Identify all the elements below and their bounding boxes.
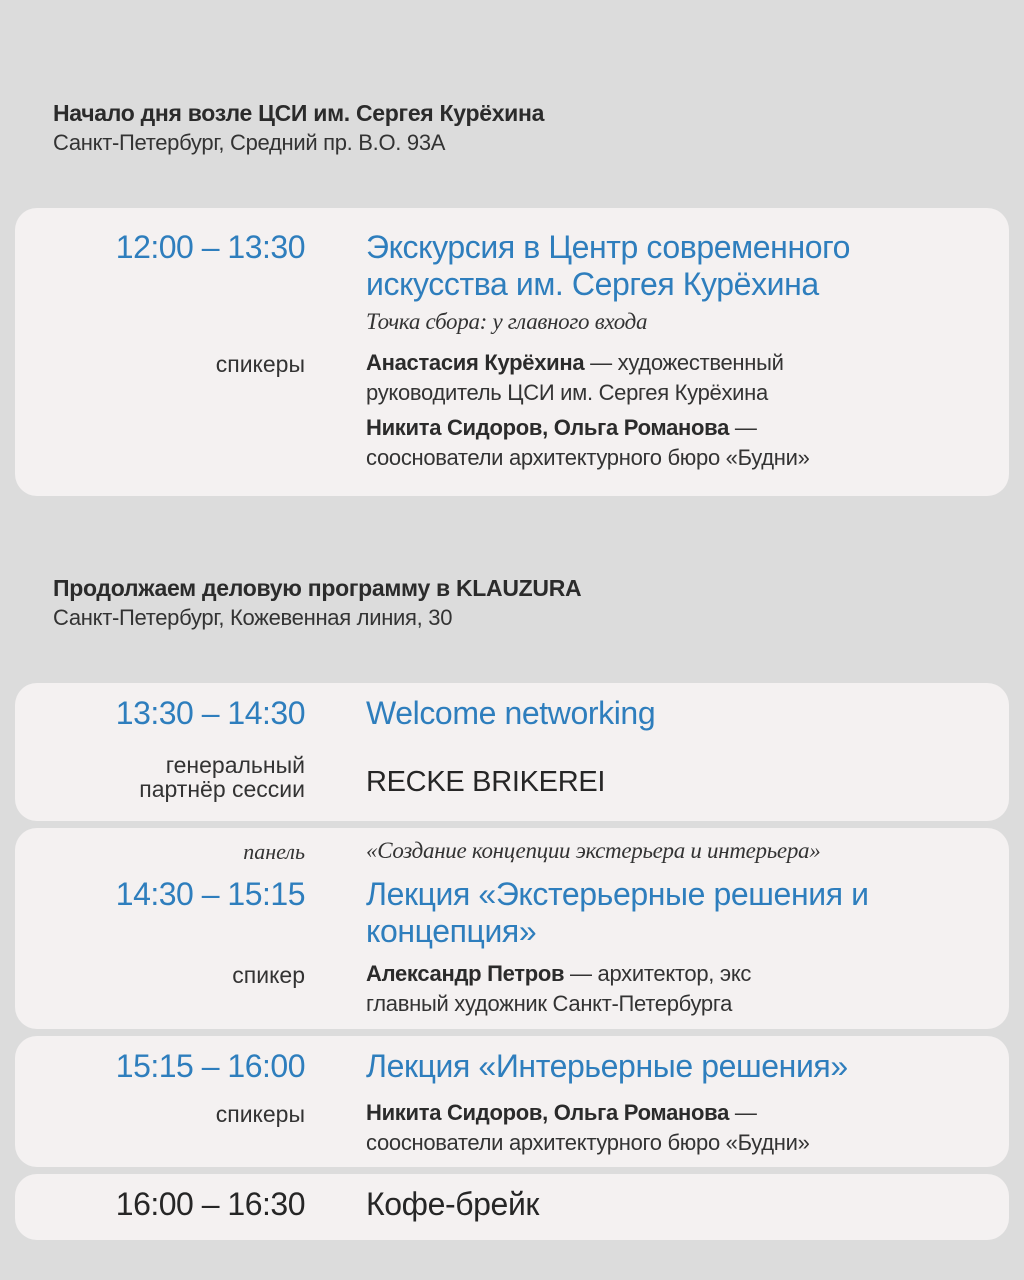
speaker-entry xyxy=(366,413,886,473)
event-time: 12:00 – 13:30 xyxy=(115,229,305,265)
speakers-label: спикеры xyxy=(215,1101,305,1127)
event-title: Лекция «Экстерьерные решения и концепция» xyxy=(366,876,869,949)
speaker-name: Никита Сидоров, Ольга Романова xyxy=(366,415,730,440)
event-title: Лекция «Интерьерные решения» xyxy=(366,1048,848,1084)
speaker-name: Анастасия Курёхина xyxy=(366,350,585,375)
event-title: Кофе-брейк xyxy=(366,1186,540,1222)
venue-name: Начало дня возле ЦСИ им. Сергея Курёхина xyxy=(53,100,545,126)
speaker-entry xyxy=(366,1098,886,1158)
speaker-entry xyxy=(366,959,836,1019)
venue-header-1 xyxy=(53,98,544,158)
speaker-label: спикер xyxy=(232,962,305,988)
event-card-networking xyxy=(15,683,1009,821)
event-title: Welcome networking xyxy=(366,695,656,731)
meeting-point: Точка сбора: у главного входа xyxy=(366,309,648,334)
event-time: 13:30 – 14:30 xyxy=(115,695,305,731)
speaker-role: — архитектор, экс главный художник Санкт-Петербурга xyxy=(366,961,752,1016)
event-time: 15:15 – 16:00 xyxy=(115,1048,305,1084)
speaker-role: — художественный руководитель ЦСИ им. Сергея Курёхина xyxy=(366,350,784,405)
venue-address: Санкт-Петербург, Средний пр. В.О. 93А xyxy=(53,130,446,155)
speaker-role: — сооснователи архитектурного бюро «Будни» xyxy=(366,1100,810,1155)
partner-label: генеральный партнёр сессии xyxy=(139,752,305,802)
panel-title: «Создание концепции экстерьера и интерьера» xyxy=(366,838,821,863)
venue-header-2 xyxy=(53,573,581,633)
venue-address: Санкт-Петербург, Кожевенная линия, 30 xyxy=(53,605,453,630)
venue-name: Продолжаем деловую программу в KLAUZURA xyxy=(53,575,582,601)
speakers-label: спикеры xyxy=(215,351,305,377)
event-card-interior-lecture xyxy=(15,1036,1009,1167)
speaker-entry xyxy=(366,348,866,408)
event-card-exterior-lecture xyxy=(15,828,1009,1029)
event-card-coffee-break xyxy=(15,1174,1009,1240)
panel-label: панель xyxy=(243,839,305,864)
speaker-name: Александр Петров xyxy=(366,961,565,986)
event-time: 16:00 – 16:30 xyxy=(115,1186,305,1222)
speaker-name: Никита Сидоров, Ольга Романова xyxy=(366,1100,730,1125)
speaker-role: — сооснователи архитектурного бюро «Будни» xyxy=(366,415,810,470)
event-card-excursion xyxy=(15,208,1009,496)
event-time: 14:30 – 15:15 xyxy=(115,876,305,912)
partner-name: RECKE BRIKEREI xyxy=(366,766,606,798)
event-title: Экскурсия в Центр современного искусства им. Сергея Курёхина xyxy=(366,229,851,302)
